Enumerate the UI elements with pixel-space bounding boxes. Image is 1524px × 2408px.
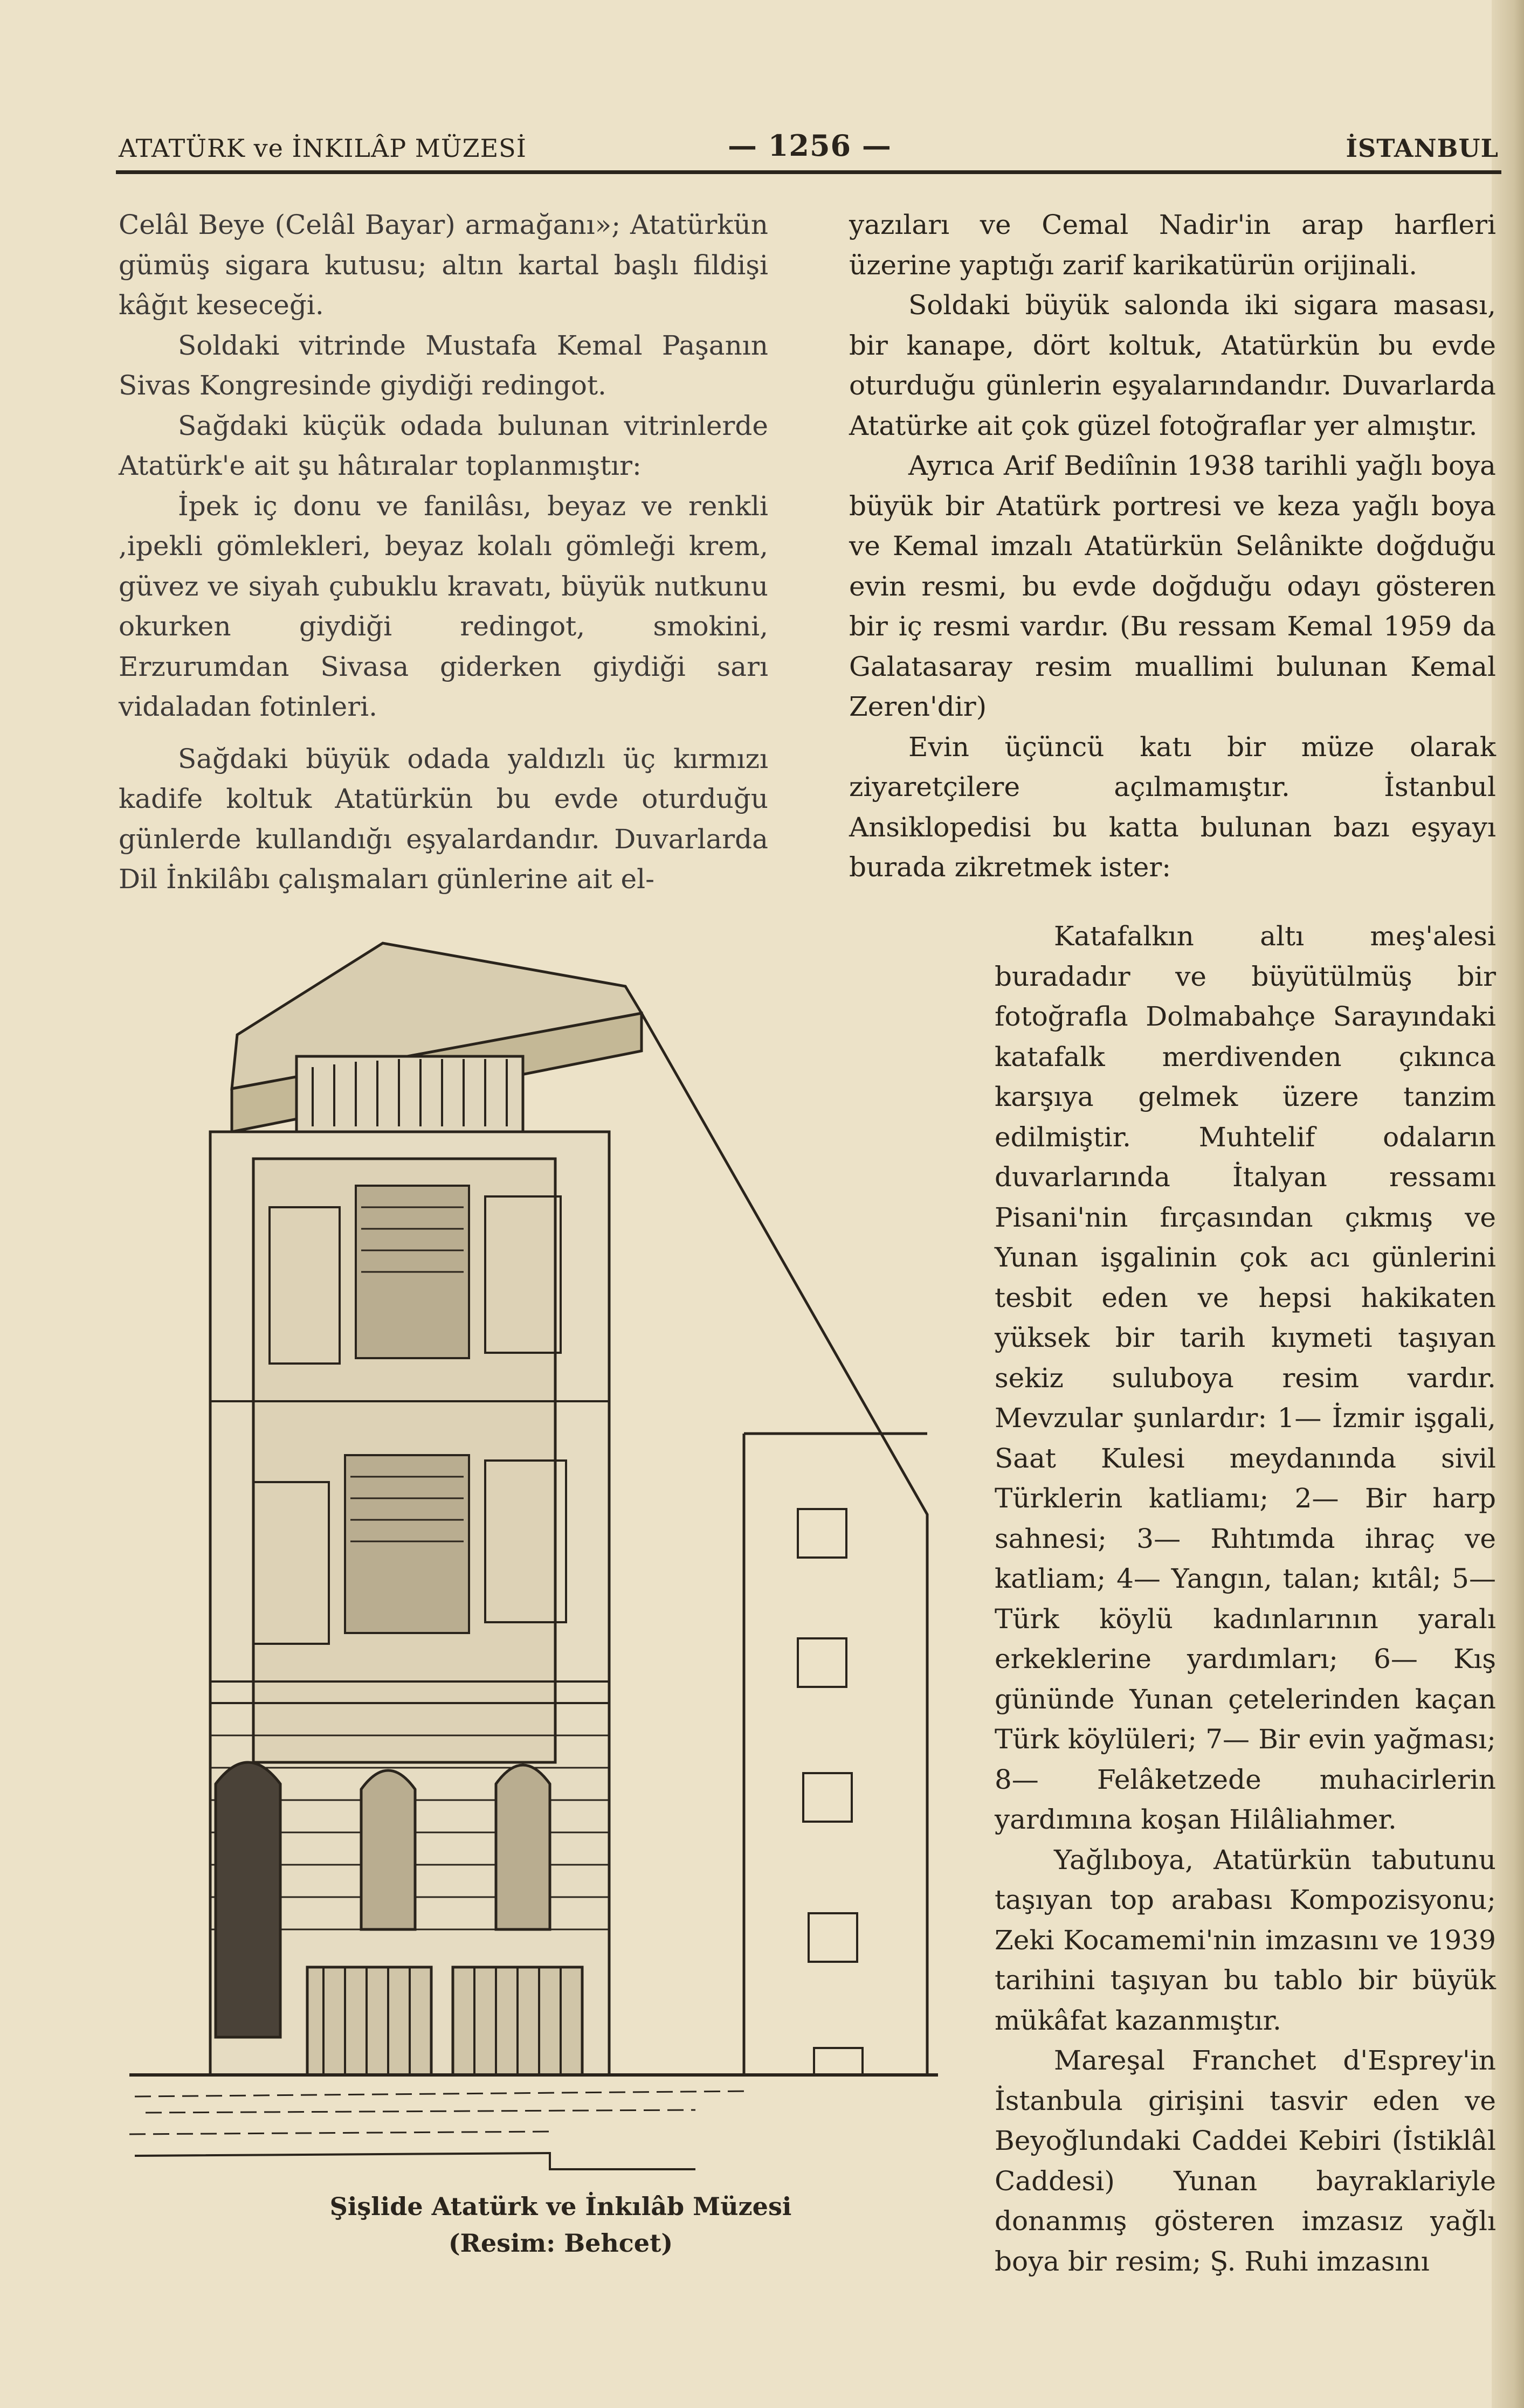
right-column-text	[849, 205, 1496, 888]
building-drawing	[129, 927, 976, 2177]
paragraph: İpek iç donu ve fanilâsı, beyaz ve renkli ,ipekli gömlekleri, beyaz kolalı gömleği krem, güvez ve siyah çubuklu kravatı, büyük nutkunu okurken giydiği redingot, smokini, Erzurumdan Sivasa giderken giydiği sarı vidaladan fotinleri.	[119, 490, 768, 722]
paragraph: Soldaki vitrinde Mustafa Kemal Paşanın Sivas Kongresinde giydiği redingot.	[119, 329, 768, 401]
page-edge	[1492, 0, 1524, 2408]
running-head	[119, 125, 1499, 163]
header-left-title: ATATÜRK ve İNKILÂP MÜZESİ	[119, 134, 527, 163]
paragraph: Yağlıboya, Atatürkün tabutunu taşıyan top arabası Kompozisyonu; Zeki Kocamemi'nin imzasını ve 1939 tarihini taşıyan bu tablo bir büyük mükâfat kazanmıştır.	[995, 1844, 1496, 2036]
caption-credit: (Resim: Behcet)	[448, 2229, 673, 2258]
header-rule	[116, 170, 1501, 174]
museum-building-illustration	[129, 927, 976, 2253]
right-column-lower-text	[995, 916, 1496, 2281]
paragraph: Soldaki büyük salonda iki sigara masası, bir kanape, dört koltuk, Atatürkün bu evde oturduğu günlerin eşyalarındandır. Duvarlarda Atatürke ait çok güzel fotoğraflar yer almıştır.	[849, 289, 1496, 441]
paragraph: Evin üçüncü katı bir müze olarak ziyaretçilere açılmamıştır. İstanbul Ansiklopedisi bu katta bulunan bazı eşyayı burada zikretmek ister:	[849, 731, 1496, 883]
paragraph: Katafalkın altı meş'alesi buradadır ve büyütülmüş bir fotoğrafla Dolmabahçe Sarayındaki katafalk merdivenden çıkınca karşıya gelmek üzere tanzim edilmiştir. Muhtelif odaların duvarlarında İtalyan ressamı Pisani'nin fırçasından çıkmış ve Yunan işgalinin çok acı günlerini tesbit eden ve hepsi hakikaten yüksek bir tarih kıymeti taşıyan sekiz suluboya resim vardır. Mevzular şunlardır: 1— İzmir işgali, Saat Kulesi meydanında sivil Türklerin katliamı; 2— Bir harp sahnesi; 3— Rıhtımda ihraç ve katliam; 4— Yangın, talan; kıtâl; 5— Türk köylü kadınlarının yaralı erkeklerine yardımları; 6— Kış gününde Yunan çetelerinden kaçan Türk köylüleri; 7— Bir evin yağması; 8— Felâketzede muhacirlerin yardımına koşan Hilâliahmer.	[995, 921, 1496, 1835]
paragraph: Sağdaki küçük odada bulunan vitrinlerde Atatürk'e ait şu hâtıralar toplanmıştır:	[119, 410, 768, 481]
figure-caption	[318, 2188, 803, 2261]
page-number: — 1256 —	[728, 128, 892, 163]
paragraph: yazıları ve Cemal Nadir'in arap harfleri üzerine yaptığı zarif karikatürün orijinali.	[849, 209, 1496, 281]
paragraph: Celâl Beye (Celâl Bayar) armağanı»; Atatürkün gümüş sigara kutusu; altın kartal başlı fildişi kâğıt keseceği.	[119, 209, 768, 321]
paragraph: Mareşal Franchet d'Esprey'in İstanbula girişini tasvir eden ve Beyoğlundaki Caddei Kebiri (İstiklâl Caddesi) Yunan bayraklariyle donanmış gösteren imzasız yağlı boya bir resim; Ş. Ruhi imzasını	[995, 2045, 1496, 2277]
left-column-text	[119, 205, 768, 899]
paragraph: Ayrıca Arif Bediînin 1938 tarihli yağlı boya büyük bir Atatürk portresi ve keza yağlı boya ve Kemal imzalı Atatürkün Selânikte doğduğu evin resmi, bu evde doğduğu odayı gösteren bir iç resmi vardır. (Bu ressam Kemal 1959 da Galatasaray resim muallimi bulunan Kemal Zeren'dir)	[849, 450, 1496, 722]
caption-title: Şişlide Atatürk ve İnkılâb Müzesi	[329, 2192, 792, 2221]
paragraph: Sağdaki büyük odada yaldızlı üç kırmızı kadife koltuk Atatürkün bu evde oturduğu günlerde kullandığı eşyalardandır. Duvarlarda Dil İnkilâbı çalışmaları günlerine ait el-	[119, 743, 768, 895]
header-right-title: İSTANBUL	[1346, 134, 1499, 163]
